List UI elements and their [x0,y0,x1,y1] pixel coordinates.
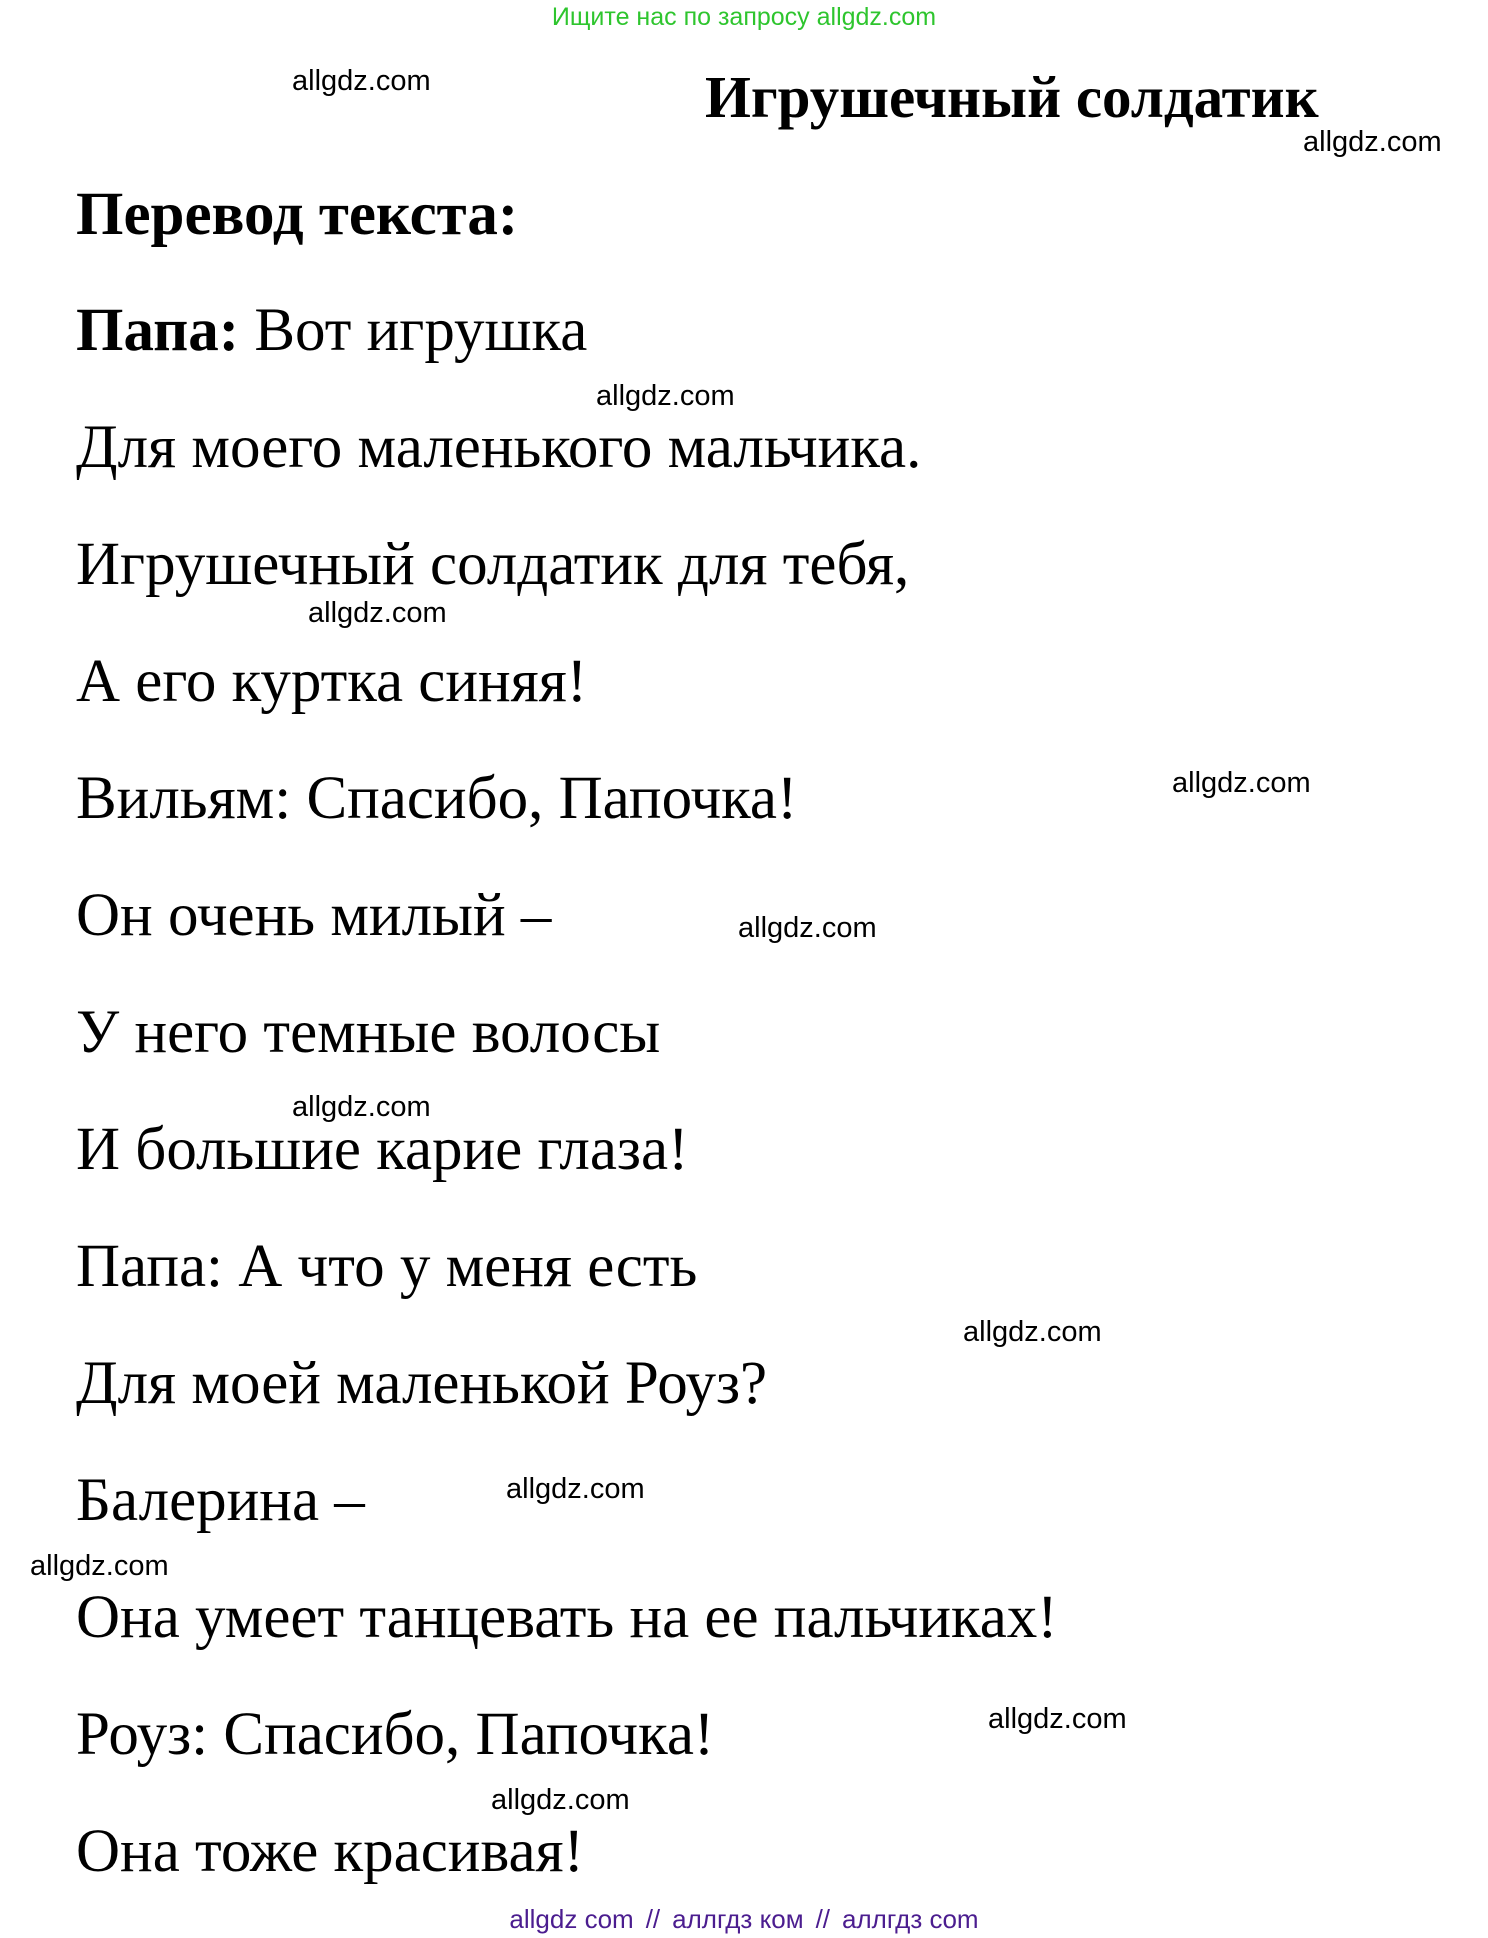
speaker-label: Папа: [76,297,240,364]
watermark: allgdz.com [30,1550,169,1582]
watermark: allgdz.com [292,1091,431,1123]
text-line: Балерина – [76,1467,365,1534]
line-text: Вот игрушка [239,297,588,364]
watermark: allgdz.com [738,912,877,944]
text-line: Для моего маленького мальчика. [76,414,922,481]
text-line: Для моей маленькой Роуз? [76,1350,768,1417]
watermark: allgdz.com [491,1784,630,1816]
text-line: У него темные волосы [76,999,661,1066]
footer-separator: // [815,1904,831,1934]
page-title: Игрушечный солдатик [705,64,1319,130]
footer-separator: // [645,1904,661,1934]
top-banner[interactable]: Ищите нас по запросу allgdz.com [551,3,937,31]
footer-link-allgdz-cyrillic[interactable]: аллгдз ком [672,1904,804,1934]
text-line: Игрушечный солдатик для тебя, [76,531,910,598]
watermark: allgdz.com [506,1473,645,1505]
text-line: Роуз: Спасибо, Папочка! [76,1701,715,1768]
text-line [76,296,587,366]
watermark: allgdz.com [308,597,447,629]
text-line: Она тоже красивая! [76,1818,584,1885]
watermark: allgdz.com [1172,767,1311,799]
footer-links [0,1902,1488,1936]
text-line: Папа: А что у меня есть [76,1233,698,1300]
text-line: Он очень милый – [76,882,552,949]
text-line: Вильям: Спасибо, Папочка! [76,765,798,832]
watermark: allgdz.com [988,1703,1127,1735]
watermark: allgdz.com [292,65,431,97]
footer-link-allgdz[interactable]: allgdz com [509,1904,634,1934]
text-line: И большие карие глаза! [76,1116,689,1183]
section-heading: Перевод текста: [76,181,519,248]
watermark: allgdz.com [963,1316,1102,1348]
text-line: А его куртка синяя! [76,648,588,715]
text-line: Она умеет танцевать на ее пальчиках! [76,1584,1058,1651]
watermark: allgdz.com [596,380,735,412]
watermark: allgdz.com [1303,126,1442,158]
footer-link-allgdz-mixed[interactable]: аллгдз com [842,1904,979,1934]
